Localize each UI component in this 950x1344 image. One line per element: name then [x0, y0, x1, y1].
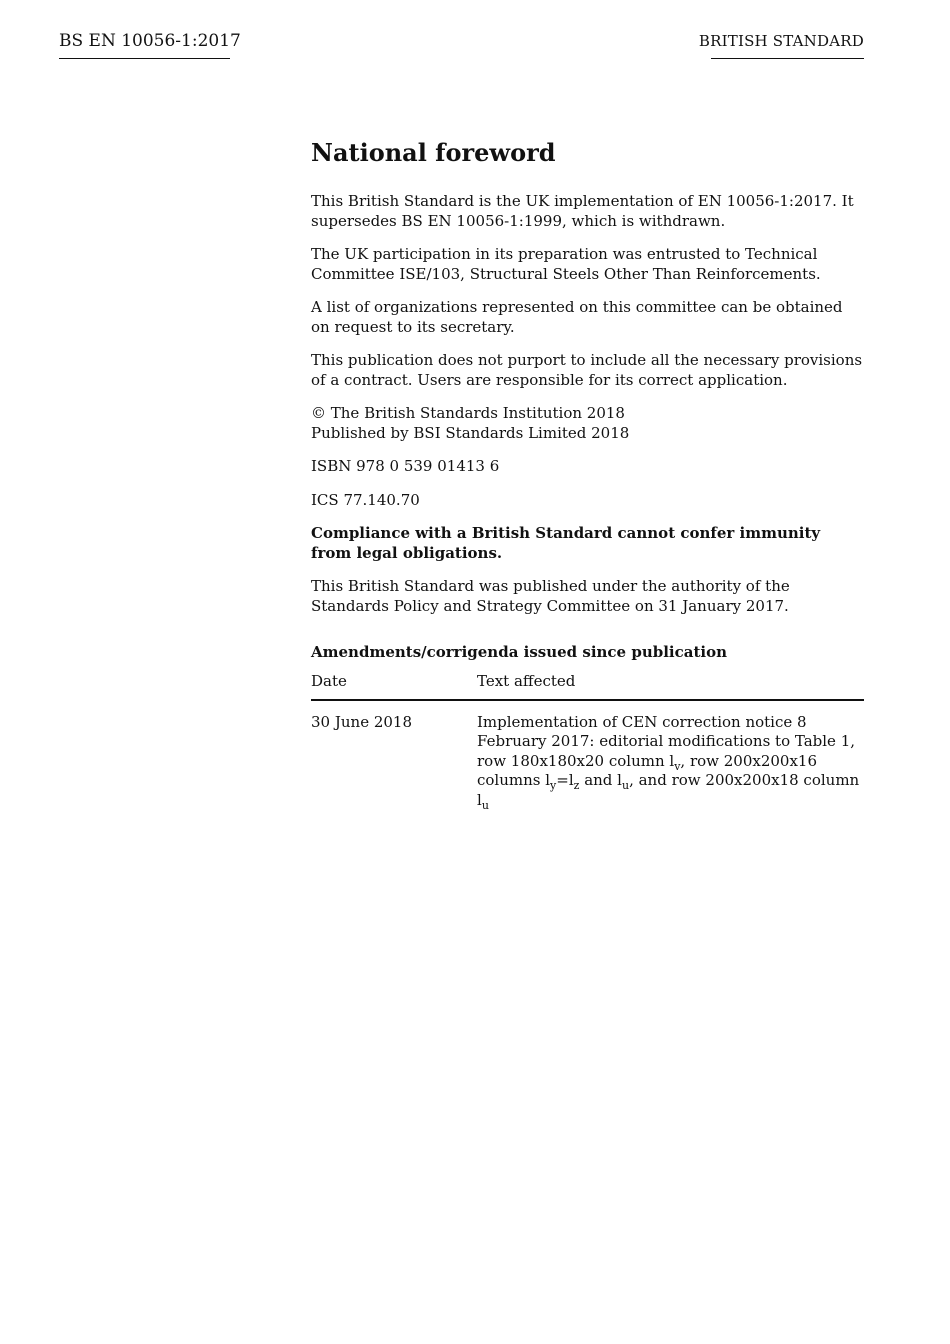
subscript: v: [674, 759, 681, 773]
foreword-section: [311, 138, 864, 810]
paragraph-organizations: A list of organizations represented on this committee can be obtained on request to its secretary.: [311, 298, 843, 336]
amendments-title: Amendments/corrigenda issued since publication: [311, 643, 727, 661]
copyright-line: © The British Standards Institution 2018: [311, 404, 625, 422]
text-part: =l: [556, 771, 574, 789]
header-rule-right: [711, 58, 864, 59]
subscript: y: [550, 779, 557, 792]
amendment-text: [477, 700, 864, 811]
page-title: National foreword: [311, 138, 556, 167]
copyright-block: [311, 404, 864, 443]
subscript: z: [573, 779, 580, 792]
column-header-text-affected: Text affected: [477, 670, 864, 700]
compliance-statement: Compliance with a British Standard cannot confer immunity from legal obligations.: [311, 524, 821, 562]
paragraph-committee: The UK participation in its preparation was entrusted to Technical Committee ISE/103, Structural Steels Other Than Reinforcements.: [311, 245, 821, 283]
amendments-table: [311, 670, 864, 810]
paragraph-provisions: This publication does not purport to include all the necessary provisions of a contract. Users are responsible for its correct application.: [311, 351, 863, 389]
ics-code: ICS 77.140.70: [311, 490, 420, 509]
text-part: , and row 200x200x18 column l: [477, 771, 860, 809]
text-part: and l: [579, 771, 622, 789]
subscript: u: [621, 779, 630, 792]
header-rule-left: [59, 58, 230, 59]
authority-statement: This British Standard was published under the authority of the Standards Policy and Strategy Committee on 31 January 2017.: [311, 577, 790, 615]
publisher-line: Published by BSI Standards Limited 2018: [311, 423, 630, 442]
text-part: Implementation of CEN correction notice 8 February 2017: editorial modifications to Table 1, row 180x180x20 column l: [477, 712, 856, 770]
series-label: BRITISH STANDARD: [698, 32, 864, 50]
column-header-date: Date: [311, 670, 477, 700]
subscript: u: [481, 798, 489, 812]
table-header-row: [311, 670, 864, 700]
paragraph-implementation: This British Standard is the UK implementation of EN 10056-1:2017. It supersedes BS EN 10056-1:1999, which is withdrawn.: [311, 192, 854, 230]
text-part: , row 200x200x16 columns l: [477, 751, 818, 789]
amendment-date: 30 June 2018: [311, 712, 413, 731]
isbn: ISBN 978 0 539 01413 6: [311, 457, 500, 475]
table-row: [311, 700, 864, 811]
document-id: BS EN 10056-1:2017: [59, 31, 241, 51]
